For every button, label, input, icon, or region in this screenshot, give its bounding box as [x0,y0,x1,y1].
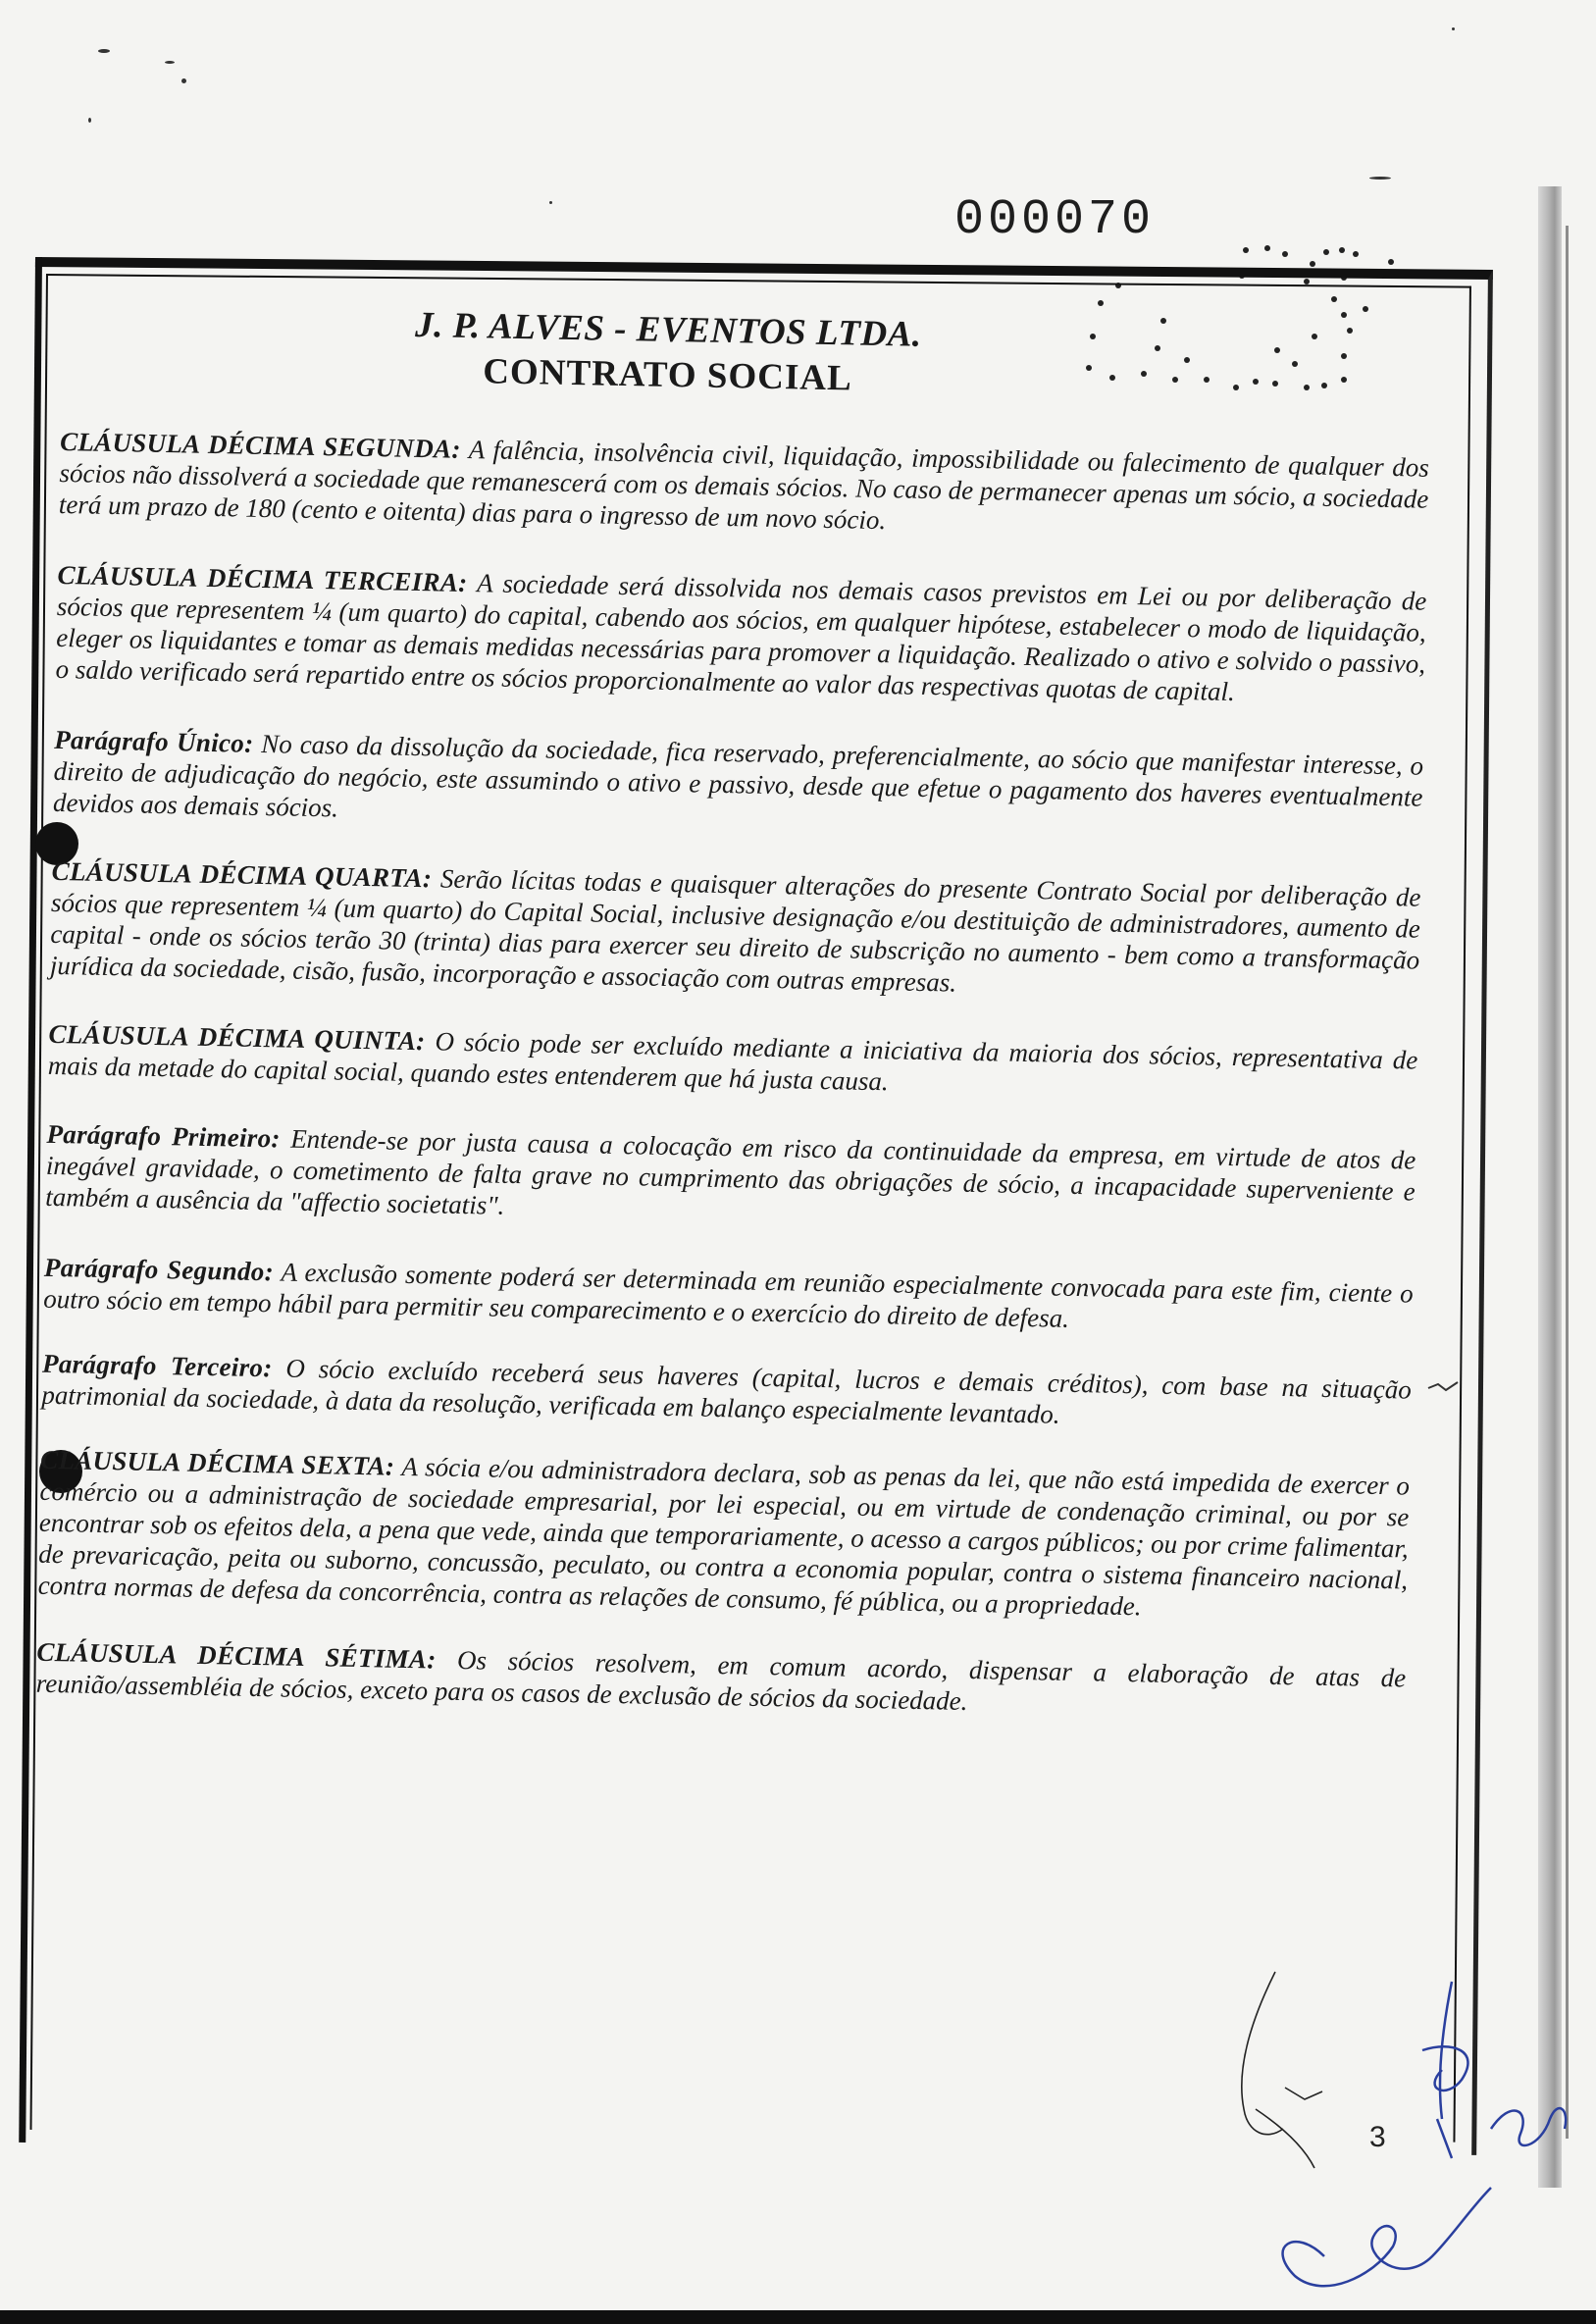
clause-heading: CLÁUSULA DÉCIMA QUARTA: [51,855,433,894]
company-name: J. P. ALVES - EVENTOS LTDA. [414,304,923,355]
paragraph-text: Entende-se por justa causa a colocação em risco da continuidade da empresa, em virtude de atos de inegável gravidade, o cometimento de falta grave no cumprimento das obrigações de sócio, a incapacidade superveniente e também a ausência da "affectio societatis". [45,1123,1416,1220]
clause-15-paragraph-1 [45,1118,1416,1239]
clause-15 [48,1018,1418,1108]
clause-text: A sociedade será dissolvida nos demais casos previstos em Lei ou por deliberação de sócios que representem ¼ (um quarto) do capital, cabendo aos sócios, em qualquer hipótese, estabelecer o modo de liquidação, eleger os liquidantes e tomar as demais medidas necessárias para promover a liquidação. Realizado o ativo e solvido o passivo, o saldo verificado será repartido entre os sócios proporcionalmente ao valor das respectivas quotas de capital. [55,567,1427,707]
scan-speck [165,61,175,64]
handwritten-signature [1158,1962,1589,2315]
scan-speck [1452,27,1455,30]
document-title: CONTRATO SOCIAL [482,351,853,399]
paragraph-text: No caso da dissolução da sociedade, fica reservado, preferencialmente, ao sócio que manifestar interesse, o direito de adjudicação do negócio, este assumindo o ativo e passivo, desde que efetue o pagamento dos haveres eventualmente devidos aos demais sócios. [52,728,1424,823]
scan-speck [181,78,186,83]
scan-speck [549,201,552,204]
paragraph-heading: Parágrafo Primeiro: [46,1118,282,1154]
scan-page-edge-line [1566,226,1569,2139]
scan-speck [88,118,91,123]
clause-15-paragraph-2 [43,1252,1414,1341]
page-number: 3 [1369,2121,1386,2153]
clause-text: Serão lícitas todas e quaisquer alterações do presente Contrato Social por deliberação de sócios que representem ¼ (um quarto) do Capital Social, inclusive designação e/ou destituição de administradores, aumento de capital - onde os sócios terão 30 (trinta) dias para exercer seu direito de subscrição no aumento - bem como a transformação jurídica da sociedade, cisão, fusão, incorporação e associação com outras empresas. [49,863,1421,998]
scan-speck [98,49,110,53]
sheet-number-stamp: 000070 [954,192,1156,248]
clause-13 [55,559,1426,711]
clause-text: A falência, insolvência civil, liquidação, impossibilidade ou falecimento de qualquer dos sócios não dissolverá a sociedade que remanescerá com os demais sócios. No caso de permanecer apenas um sócio, a sociedade terá um prazo de 180 (cento e oitenta) dias para o ingresso de um novo sócio. [58,434,1430,536]
paragraph-heading: Parágrafo Único: [53,724,254,758]
clause-14 [50,855,1421,1007]
clause-text: Os sócios resolvem, em comum acordo, dispensar a elaboração de atas de reunião/assembléia de sócios, exceto para os casos de exclusão de sócios da sociedade. [35,1644,1407,1716]
clause-heading: CLÁUSULA DÉCIMA SÉTIMA: [36,1636,437,1675]
paragraph-text: O sócio excluído receberá seus haveres (capital, lucros e demais créditos), com base na situação patrimonial da sociedade, à data da resolução, verificada em balanço especialmente levantado. [41,1353,1413,1429]
clause-16 [37,1444,1410,1627]
clause-15-paragraph-3 [41,1348,1412,1437]
clause-heading: CLÁUSULA DÉCIMA QUINTA: [48,1018,426,1057]
document-body [36,294,1432,1726]
clause-heading: CLÁUSULA DÉCIMA SEGUNDA: [59,426,461,464]
clause-heading: CLÁUSULA DÉCIMA TERCEIRA: [57,559,468,597]
scan-page-edge [1538,186,1562,2188]
scan-bottom-edge [0,2310,1596,2324]
paragraph-text: A exclusão somente poderá ser determinada em reunião especialmente convocada para este fim, ciente o outro sócio em tempo hábil para permitir seu comparecimento e o exercício do direito de defesa. [43,1257,1415,1333]
paragraph-heading: Parágrafo Segundo: [43,1252,275,1287]
scan-speck [1369,177,1391,180]
clause-heading: CLÁUSULA DÉCIMA SEXTA: [39,1444,395,1481]
clause-text: O sócio pode ser excluído mediante a iniciativa da maioria dos sócios, representativa de mais da metade do capital social, quando estes entenderem que há justa causa. [47,1026,1418,1097]
clause-12 [59,426,1430,546]
clause-text: A sócia e/ou administradora declara, sob as penas da lei, que não está impedida de exercer o comércio ou a administração de sociedade empresarial, por lei especial, ou em virtude de condenação criminal, ou por se encontrar sob os efeitos dela, a pena que vede, ainda que temporariamente, o acesso a cargos públicos; ou por crime falimentar, de prevaricação, peita ou suborno, concussão, peculato, ou contra a economia popular, contra o sistema financeiro nacional, contra normas de defesa da concorrência, contra as relações de consumo, fé pública, ou a propriedade. [37,1451,1411,1622]
paragraph-heading: Parágrafo Terceiro: [41,1348,273,1383]
margin-mark [1424,1363,1464,1398]
clause-13-sole-paragraph [53,724,1424,845]
